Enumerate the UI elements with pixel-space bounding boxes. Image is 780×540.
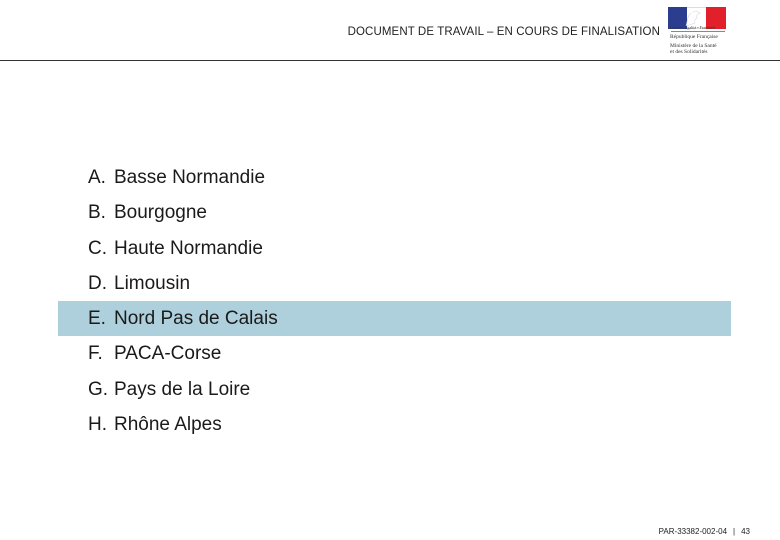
list-item-letter: G.: [88, 378, 109, 400]
list-item[interactable]: [58, 160, 731, 195]
list-item-label: Haute Normandie: [114, 237, 263, 259]
list-item-letter: F.: [88, 343, 103, 365]
list-item[interactable]: [58, 407, 731, 442]
list-item[interactable]: [58, 195, 731, 230]
page-footer: [659, 527, 750, 536]
list-item-letter: H.: [88, 414, 107, 436]
list-item-letter: D.: [88, 272, 107, 294]
list-item-letter: B.: [88, 202, 106, 224]
list-item[interactable]: [58, 336, 731, 371]
ministry-logo: [668, 6, 730, 56]
list-item-letter: C.: [88, 237, 107, 259]
page-number: 43: [741, 527, 750, 536]
document-status-title: DOCUMENT DE TRAVAIL – EN COURS DE FINALISATION: [347, 26, 660, 38]
logo-motto: Liberté • Égalité • Fraternité: [670, 25, 716, 30]
list-item[interactable]: [58, 266, 731, 301]
list-item[interactable]: [58, 301, 731, 336]
list-item-letter: A.: [88, 167, 106, 188]
logo-ministry-line-2: et des Solidarités: [670, 49, 708, 55]
header-divider: [0, 60, 780, 61]
list-item-label: Nord Pas de Calais: [114, 308, 278, 330]
list-item-label: Basse Normandie: [114, 167, 266, 188]
list-item[interactable]: [58, 372, 731, 407]
list-item-label: Rhône Alpes: [114, 414, 222, 436]
logo-ministry-line-1: Ministère de la Santé: [670, 43, 717, 49]
list-item-label: Pays de la Loire: [114, 378, 251, 400]
footer-separator: |: [733, 527, 736, 536]
list-item-label: Bourgogne: [114, 202, 207, 224]
list-item-letter: E.: [88, 308, 106, 330]
list-item-label: Limousin: [114, 272, 191, 294]
region-list: [58, 160, 731, 442]
list-item-label: PACA-Corse: [114, 343, 222, 365]
document-reference: PAR-33382-002-04: [658, 527, 728, 536]
list-item[interactable]: [58, 231, 731, 266]
logo-divider: [671, 31, 725, 32]
logo-republic: République Française: [670, 34, 718, 40]
